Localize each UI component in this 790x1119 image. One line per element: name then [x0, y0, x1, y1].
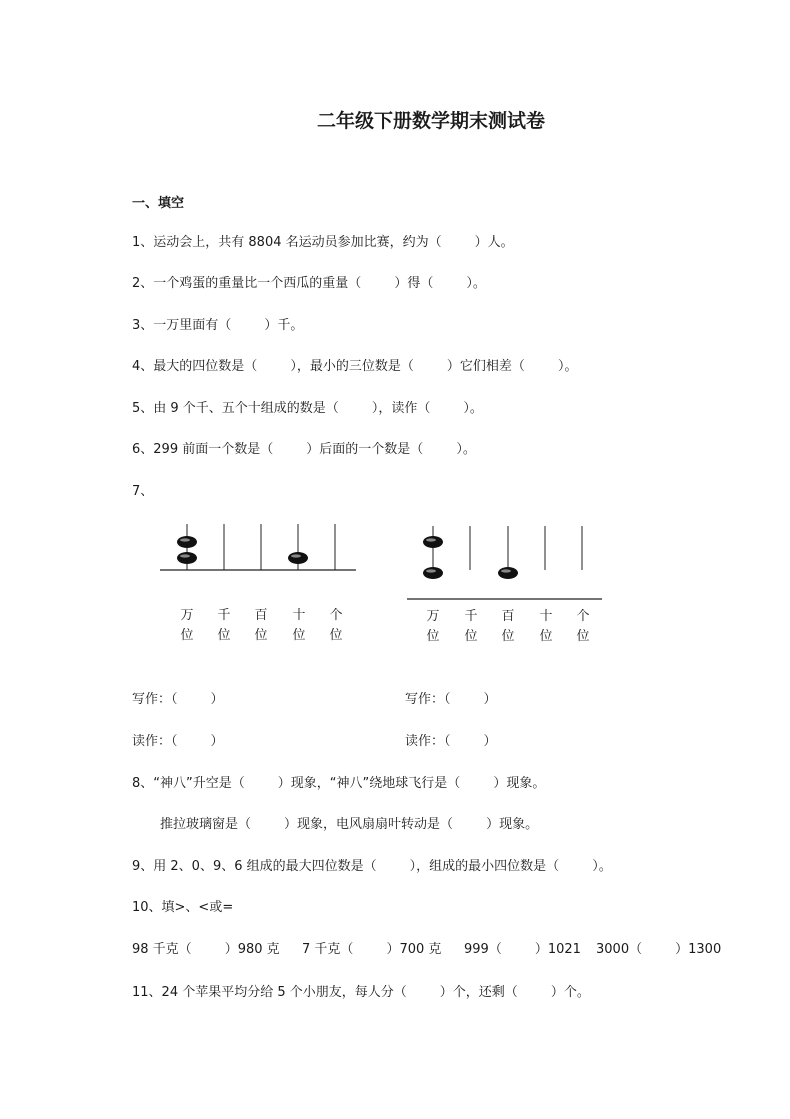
q10-item: 999（ ）1021: [464, 942, 581, 957]
abacus-left-label-shi: 十 位: [292, 608, 306, 643]
q10-item: 98 千克（ ）980 克: [132, 942, 280, 957]
section-heading-fill-blank: 一、填空: [132, 196, 185, 211]
abacus-bead: [423, 567, 443, 579]
write-left: 写作：（ ）: [132, 692, 224, 707]
read-right: 读作：（ ）: [405, 734, 497, 749]
abacus-right: [405, 522, 605, 602]
abacus-bead: [498, 567, 518, 579]
question-1: 1、运动会上，共有 8804 名运动员参加比赛，约为（ ）人。: [132, 235, 514, 250]
q10-item: 3000（ ）1300: [596, 942, 722, 957]
question-7: 7、: [132, 484, 154, 499]
abacus-left-label-ge: 个 位: [329, 608, 343, 643]
question-4: 4、最大的四位数是（ ），最小的三位数是（ ）它们相差（ ）。: [132, 359, 578, 374]
q10-item: 7 千克（ ）700 克: [302, 942, 442, 957]
write-right: 写作：（ ）: [405, 692, 497, 707]
abacus-left-label-bai: 百 位: [254, 608, 268, 643]
question-8a: 8、“神八”升空是（ ）现象，“神八”绕地球飞行是（ ）现象。: [132, 776, 546, 791]
read-left: 读作：（ ）: [132, 734, 224, 749]
abacus-right-label-qian: 千 位: [464, 609, 478, 644]
abacus-bead: [177, 536, 197, 548]
question-2: 2、一个鸡蛋的重量比一个西瓜的重量（ ）得（ ）。: [132, 276, 486, 291]
abacus-bead: [177, 552, 197, 564]
abacus-left: [160, 520, 360, 575]
abacus-bead: [288, 552, 308, 564]
abacus-right-label-wan: 万 位: [426, 609, 440, 644]
page-title: 二年级下册数学期末测试卷: [316, 110, 545, 132]
abacus-left-label-qian: 千 位: [217, 608, 231, 643]
question-9: 9、用 2、0、9、6 组成的最大四位数是（ ），组成的最小四位数是（ ）。: [132, 859, 612, 874]
abacus-right-label-bai: 百 位: [501, 609, 515, 644]
abacus-bead: [423, 536, 443, 548]
abacus-right-label-shi: 十 位: [539, 609, 553, 644]
abacus-left-label-wan: 万 位: [180, 608, 194, 643]
question-10: 10、填>、<或=: [132, 900, 234, 915]
question-11: 11、24 个苹果平均分给 5 个小朋友，每人分（ ）个，还剩（ ）个。: [132, 985, 590, 1000]
question-3: 3、一万里面有（ ）千。: [132, 318, 304, 333]
question-8b: 推拉玻璃窗是（ ）现象，电风扇扇叶转动是（ ）现象。: [160, 817, 539, 832]
abacus-right-label-ge: 个 位: [576, 609, 590, 644]
question-5: 5、由 9 个千、五个十组成的数是（ ），读作（ ）。: [132, 401, 483, 416]
question-6: 6、299 前面一个数是（ ）后面的一个数是（ ）。: [132, 442, 476, 457]
